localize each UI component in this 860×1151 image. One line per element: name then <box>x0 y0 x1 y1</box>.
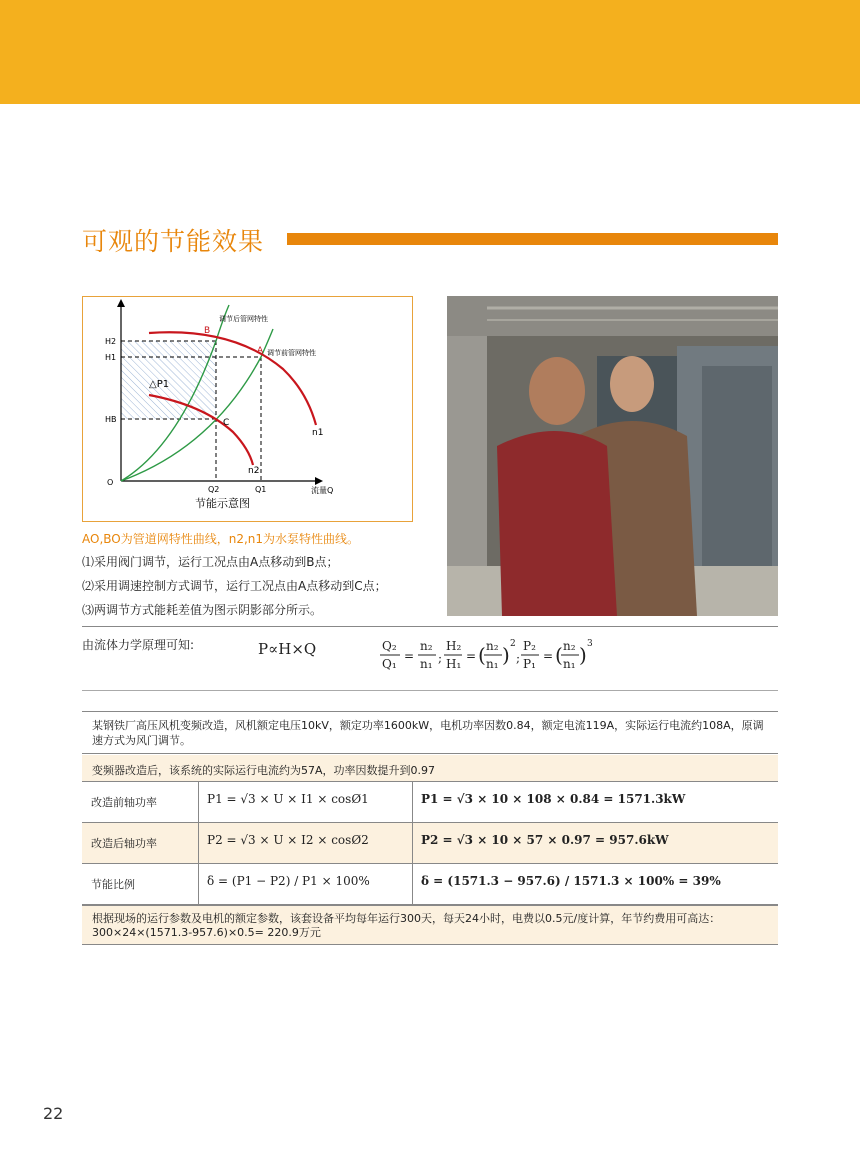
svg-text:=: = <box>543 649 554 663</box>
row-label: 改造后轴功率 <box>82 823 199 863</box>
svg-text:H₂: H₂ <box>446 639 462 653</box>
svg-text:Q₂: Q₂ <box>382 639 397 653</box>
svg-text:): ) <box>502 643 510 667</box>
row-result: δ = (1571.3 − 957.6) / 1571.3 × 100% = 39% <box>421 874 721 888</box>
svg-text:2: 2 <box>510 639 516 649</box>
note-item-3: ⑶两调节方式能耗差值为图示阴影部分所示。 <box>82 603 323 617</box>
table-row <box>82 782 778 823</box>
section-title: 可观的节能效果 <box>82 227 265 256</box>
header-band <box>0 0 860 104</box>
svg-text:n₂: n₂ <box>420 639 433 653</box>
h2-label: H2 <box>105 337 117 346</box>
flow-axis-label: 流量Q <box>311 486 334 495</box>
svg-text:n₁: n₁ <box>420 657 433 671</box>
note-item-1: ⑴采用阀门调节，运行工况点由A点移动到B点； <box>82 555 339 569</box>
formula-label: 由流体力学原理可知: <box>82 638 195 652</box>
n1-label: n1 <box>312 428 324 438</box>
table-row <box>82 823 778 864</box>
diagram-caption: 节能示意图 <box>195 497 250 510</box>
title-rule <box>287 233 778 245</box>
q1-label: Q1 <box>255 485 267 494</box>
affinity-laws-formula <box>380 634 600 676</box>
table-row <box>82 864 778 905</box>
row-result: P2 = √3 × 10 × 57 × 0.97 = 957.6kW <box>421 833 669 847</box>
svg-text:n₂: n₂ <box>486 639 499 653</box>
row-formula: P1 = √3 × U × I1 × cosØ1 <box>199 782 413 822</box>
origin-label: O <box>107 478 114 487</box>
note-item-2: ⑵采用调速控制方式调节，运行工况点由A点移动到C点； <box>82 579 387 593</box>
row-label: 节能比例 <box>82 864 199 904</box>
before-curve-label: 调节前管网特性 <box>267 349 316 357</box>
svg-text:(: ( <box>478 643 486 667</box>
delta-p-label: △P1 <box>149 379 170 390</box>
formula-row <box>82 634 778 676</box>
after-curve-label: 调节后管网特性 <box>219 315 268 323</box>
svg-text:Q₁: Q₁ <box>382 657 397 671</box>
svg-text:P₂: P₂ <box>523 639 536 653</box>
svg-text:H₁: H₁ <box>446 657 462 671</box>
annual-savings-note: 根据现场的运行参数及电机的额定参数，该套设备平均每年运行300天，每天24小时，电费以0.5元/度计算，年节约费用可高达：300×24×(1571.3-957.6)×0.5= 220.9万元 <box>82 905 778 945</box>
svg-text:n₁: n₁ <box>486 657 499 671</box>
y-axis-arrow <box>117 299 125 307</box>
row-formula: P2 = √3 × U × I2 × cosØ2 <box>199 823 413 863</box>
point-a-label: A <box>257 346 264 356</box>
svg-text:;: ; <box>516 651 521 665</box>
svg-text:P₁: P₁ <box>523 657 536 671</box>
divider-2 <box>82 690 778 691</box>
hb-label: HB <box>105 415 117 424</box>
n2-label: n2 <box>248 466 260 476</box>
svg-text:n₁: n₁ <box>563 657 576 671</box>
engineers-photo <box>447 296 778 616</box>
divider <box>82 626 778 627</box>
formula-proportional: P∝H×Q <box>258 640 317 658</box>
row-formula: δ = (P1 − P2) / P1 × 100% <box>199 864 413 904</box>
svg-text:3: 3 <box>587 639 593 649</box>
row-result: P1 = √3 × 10 × 108 × 0.84 = 1571.3kW <box>421 792 686 806</box>
page-number: 22 <box>43 1104 64 1123</box>
svg-text:=: = <box>404 649 415 663</box>
svg-text:n₂: n₂ <box>563 639 576 653</box>
point-c-label: C <box>223 418 230 428</box>
q2-label: Q2 <box>208 485 220 494</box>
case-after-retrofit: 变频器改造后，该系统的实际运行电流约为57A，功率因数提升到0.97 <box>82 755 778 782</box>
svg-text:=: = <box>466 649 477 663</box>
pump-curve-svg <box>83 297 412 521</box>
energy-saving-diagram <box>82 296 413 522</box>
row-label: 改造前轴功率 <box>82 782 199 822</box>
x-axis-arrow <box>315 477 323 485</box>
svg-text:): ) <box>579 643 587 667</box>
svg-text:(: ( <box>555 643 563 667</box>
h1-label: H1 <box>105 353 117 362</box>
case-intro: 某钢铁厂高压风机变频改造，风机额定电压10kV，额定功率1600kW，电机功率因数0.84，额定电流119A，实际运行电流约108A，原调速方式为风门调节。 <box>82 711 778 754</box>
svg-text:;: ; <box>438 651 443 665</box>
notes-lead: AO,BO为管道网特性曲线，n2,n1为水泵特性曲线。 <box>82 532 360 546</box>
point-b-label: B <box>204 326 211 336</box>
